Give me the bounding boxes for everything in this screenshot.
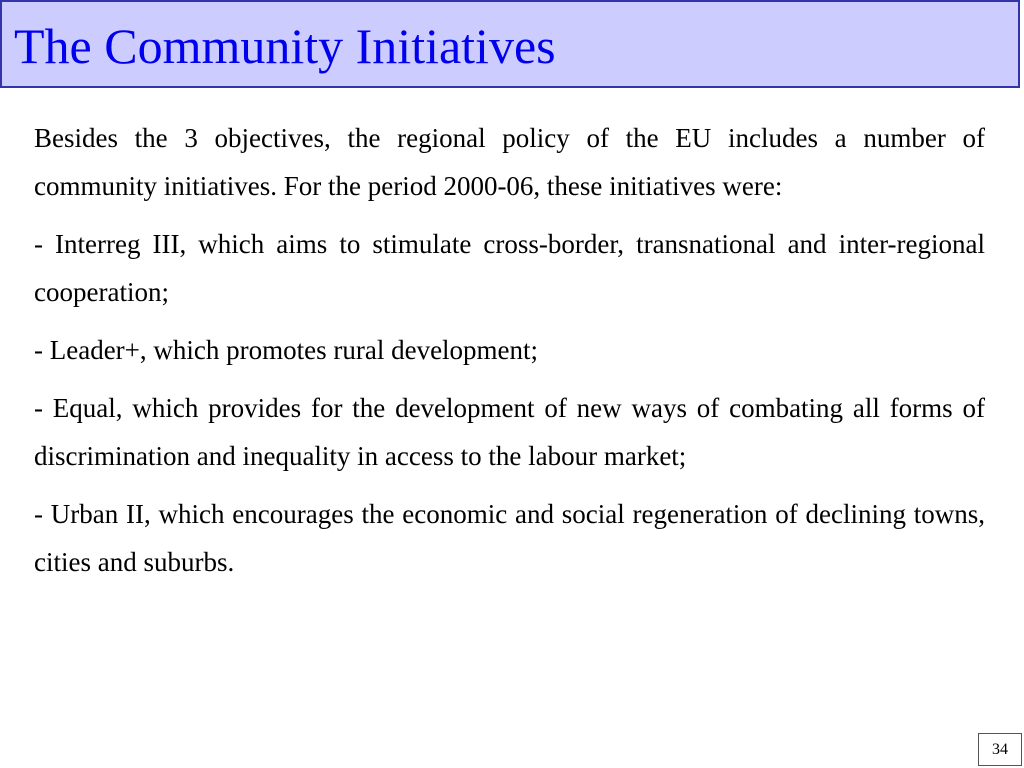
initiative-equal: - Equal, which provides for the development of new ways of combating all forms of discrimination and inequality in access to the labour market; [34,393,985,471]
title-bar [0,0,1020,88]
initiative-urban: - Urban II, which encourages the economic and social regeneration of declining towns, cities and suburbs. [34,499,985,577]
slide-title: The Community Initiatives [14,18,556,74]
page-number: 34 [978,733,1022,766]
initiative-interreg: - Interreg III, which aims to stimulate cross-border, transnational and inter-regional cooperation; [34,229,985,307]
slide-body [34,114,985,596]
intro-paragraph: Besides the 3 objectives, the regional policy of the EU includes a number of community initiatives. For the period 2000-06, these initiatives were: [34,123,985,201]
initiative-leader: - Leader+, which promotes rural development; [34,335,539,365]
